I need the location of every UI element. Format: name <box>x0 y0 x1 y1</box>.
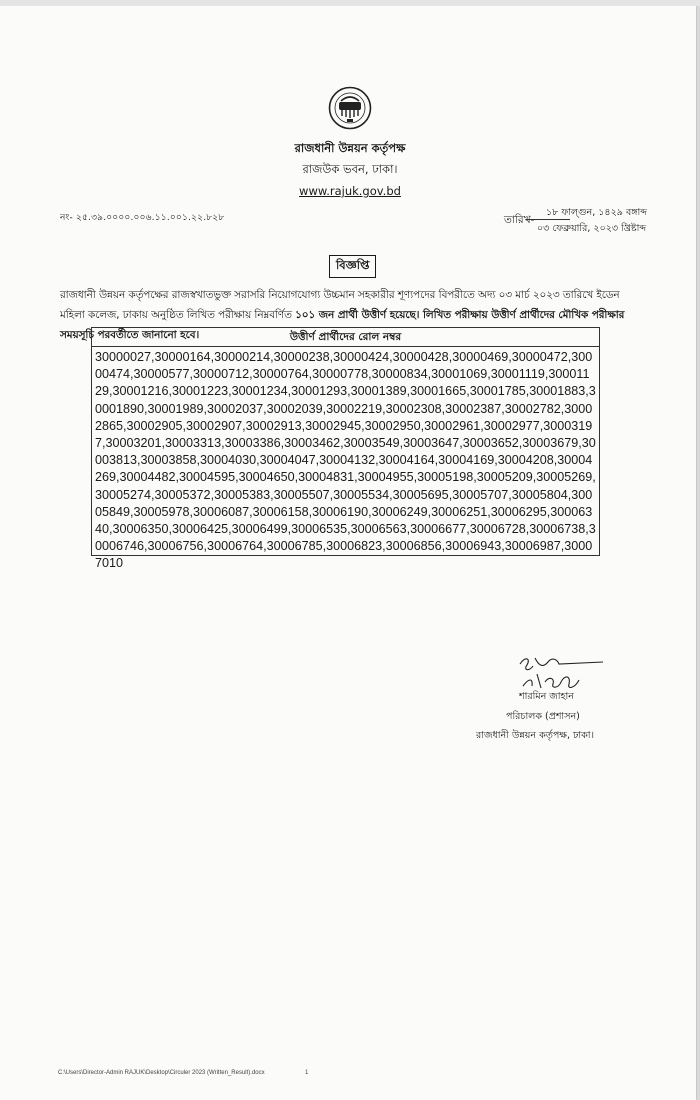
date-gregorian: ০৩ ফেব্রুয়ারি, ২০২৩ খ্রিষ্টাব্দ <box>537 223 647 234</box>
org-name: রাজধানী উন্নয়ন কর্তৃপক্ষ <box>294 141 406 155</box>
date-label: তারিখ- <box>504 214 535 226</box>
scan-edge <box>0 0 700 6</box>
memo-number: নং- ২৫.৩৯.০০০০.০০৬.১১.০০১.২২.৮২৮ <box>60 213 225 223</box>
results-table <box>91 327 600 571</box>
signatory-designation: পরিচালক (প্রশাসন) <box>506 711 580 722</box>
results-table-header: উত্তীর্ণ প্রার্থীদের রোল নম্বর <box>92 328 599 347</box>
roll-numbers-cell: 30000027,30000164,30000214,30000238,30000424,30000428,30000469,30000472,30000474,30000577,30000712,30000764,30000778,30000834,30001069,30001119,30001129,30001216,30001223,30001234,30001293,30001389,30001665,30001785,30001883,30001890,30001989,30002037,30002039,30002219,30002308,30002387,30002782,30002865,30002905,30002907,30002913,30002945,30002950,30002961,30002977,30003197,30003201,30003313,30003386,30003462,30003549,30003647,30003652,30003679,30003813,30003858,30004030,30004047,30004132,30004164,30004169,30004208,30004269,30004482,30004595,30004650,30004831,30004955,30005198,30005209,30005269,30005274,30005372,30005383,30005507,30005534,30005695,30005707,30005804,30005849,30005978,30006087,30006158,30006190,30006249,30006251,30006295,30006340,30006350,30006425,30006499,30006535,30006563,30006677,30006728,30006738,30006746,30006756,30006764,30006785,30006823,30006856,30006943,30006987,30007010 <box>95 350 596 571</box>
website-link[interactable]: www.rajuk.gov.bd <box>299 184 401 198</box>
handwritten-signature <box>515 648 610 694</box>
org-address: রাজউক ভবন, ঢাকা। <box>302 162 398 176</box>
notice-title: বিজ্ঞপ্তি <box>329 255 376 278</box>
date-bangla: ১৮ ফাল্গুন, ১৪২৯ বঙ্গাব্দ <box>546 207 647 218</box>
notice-body-highlight: ১০১ জন প্রার্থী উত্তীর্ণ হয়েছে। লিখিত পরীক্ষায় উত্তীর্ণ প্রার্থীদের মৌখিক পরীক্ষার সময়সূচি পরবর্তীতে জানানো হবে। <box>60 309 625 341</box>
footer-page-number: 1 <box>305 1070 309 1076</box>
rajuk-logo-icon <box>328 86 372 130</box>
signatory-organization: রাজধানী উন্নয়ন কর্তৃপক্ষ, ঢাকা। <box>476 730 594 741</box>
notice-body-text: রাজধানী উন্নয়ন কর্তৃপক্ষের রাজস্বখাতভুক্ত সরাসরি নিয়োগযোগ্য উচ্চমান সহকারীর শূণ্যপদের বিপরীতে অদ্য ০৩ মার্চ ২০২৩ তারিখে ইডেন মহিলা কলেজ, ঢাকায় অনুষ্ঠিত লিখিত পরীক্ষায় নিম্নবর্ণিত <box>60 289 620 321</box>
signatory-name: শারমিন জাহান <box>519 691 574 702</box>
footer-file-path: C:\Users\Director-Admin RAJUK\Desktop\Circuler 2023 (Written_Result).docx <box>58 1070 265 1076</box>
